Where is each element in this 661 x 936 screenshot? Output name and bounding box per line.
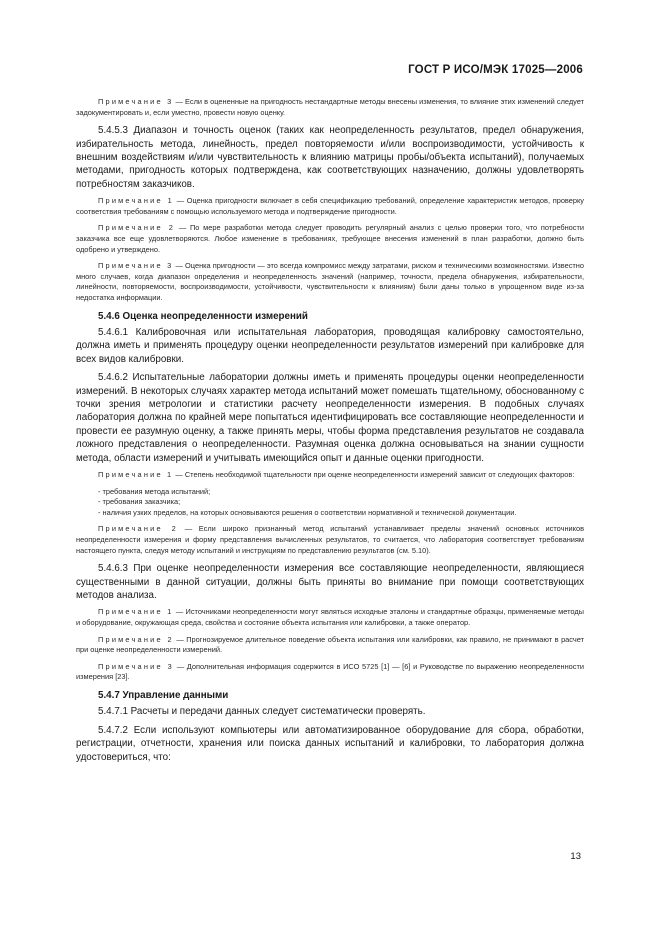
note-text: — Степень необходимой тщательности при оценке неопределенности измерений зависит от следующих факторов: (173, 470, 575, 480)
page-number: 13 (570, 851, 581, 862)
note-text: — Если в оцененные на пригодность нестандартные методы внесены изменения, то влияние этих изменений следует задокументировать и, если уместно, провести новую оценку. (76, 97, 584, 117)
note-label: Примечание 1 (98, 196, 174, 206)
note (76, 261, 584, 303)
note-label: Примечание 2 (98, 524, 178, 534)
note-text: — Оценка пригодности — это всегда компромисс между затратами, риском и техническими возможностями. Известно много случаев, когда диапазон определения и неопределенность значений (например, точности, предела обнаружения, избирательности, линейности, повторяемости, воспроизводимости, устойчивости, чувствительности к влияниям) были даны только в упрощенном виде из-за недостатка информации. (76, 261, 584, 302)
note-label: Примечание 3 (98, 661, 174, 671)
note-text: — Источниками неопределенности могут являться исходные эталоны и стандартные образцы, применяемые методы и оборудование, окружающая среда, свойства и состояние объекта испытания или калибровки, а также оператор. (76, 607, 584, 627)
note-label: Примечание 3 (98, 261, 174, 271)
note-label: Примечание 1 (98, 607, 174, 617)
document-header: ГОСТ Р ИСО/МЭК 17025—2006 (408, 64, 583, 76)
note-text: — По мере разработки метода следует проводить регулярный анализ с целью проверки того, что потребности заказчика все еще удовлетворяются. Любое изменение в требованиях, требующее внесения изменений в план разработки, должно быть одобрено и утверждено. (76, 223, 584, 254)
note-label: Примечание 1 (98, 470, 174, 480)
note-list (76, 487, 584, 519)
note-text: — Оценка пригодности включает в себя спецификацию требований, определение характеристик методов, проверку соответствия требованиям с помощью используемого метода и подтверждение пригодности. (76, 196, 584, 216)
paragraph: 5.4.7.1 Расчеты и передачи данных следует систематически проверять. (98, 706, 426, 718)
paragraph: 5.4.6.1 Калибровочная или испытательная лаборатория, проводящая калибровку самостоятельно, должна иметь и применять процедуру оценки неопределенности результатов измерений при калибровке для всех видов калибровки. (76, 326, 584, 365)
note (76, 196, 584, 217)
document-body (76, 97, 584, 769)
section-heading: 5.4.6 Оценка неопределенности измерений (98, 310, 308, 322)
note-text: — Прогнозируемое длительное поведение объекта испытания или калибровки, как правило, не принимают в расчет при оценке неопределенности измерений. (76, 634, 584, 655)
section-heading: 5.4.7 Управление данными (98, 689, 229, 701)
note-list-item: - требования заказчика; (98, 497, 181, 507)
note (76, 662, 584, 683)
note-label: Примечание 2 (98, 223, 176, 233)
note-text: — Дополнительная информация содержится в ИСО 5725 [1] — [6] и Руководстве по выражению неопределенности измерения [23]. (76, 661, 585, 682)
paragraph: 5.4.6.2 Испытательные лаборатории должны иметь и применять процедуры оценки неопределенности измерений. В некоторых случаях характер метода испытаний может помешать тщательному, обоснованному с точки зрения метрологии и статистики расчету неопределенности измерения. В подобных случаях лаборатория должна по крайней мере попытаться идентифицировать все составляющие неопределенности и провести ее разумную оценку, а также принять меры, чтобы форма представления результатов не создавала ложного представления о неопределенности. Разумная оценка должна основываться на знании сущности метода, области измерений и учитывать имеющийся опыт и данные оценки пригодности. (76, 372, 584, 464)
note-label: Примечание 2 (98, 634, 174, 644)
note-text: — Если широко признанный метод испытаний устанавливает пределы значений основных источников неопределенности измерения и форму представления вычисленных результатов, то считается, что лаборатория соответствует требованиям настоящего пункта, следуя методу испытаний и инструкциям по представлению результатов (см. 5.10). (76, 524, 585, 555)
paragraph: 5.4.7.2 Если используют компьютеры или автоматизированное оборудование для сбора, обработки, регистрации, отчетности, хранения или поиска данных испытаний и калибровки, то лаборатория должна удостовериться, что: (76, 724, 584, 763)
note (76, 97, 584, 118)
note (76, 607, 584, 628)
note-list-item: - наличия узких пределов, на которых основываются решения о соответствии нормативной и технической документации. (98, 507, 517, 517)
note (76, 223, 584, 255)
paragraph: 5.4.5.3 Диапазон и точность оценок (таких как неопределенность результатов, предел обнаружения, избирательность метода, линейность, предел повторяемости и/или воспроизводимости, устойчивость к внешним воздействиям и/или чувствительность к влиянию матрицы пробы/объекта испытаний), получаемых методами, пригодность которых подтверждена, как соответствующих назначению, должны удовлетворять потребностям заказчиков. (76, 125, 584, 190)
paragraph: 5.4.6.3 При оценке неопределенности измерения все составляющие неопределенности, являющиеся существенными в данной ситуации, должны быть приняты во внимание при помощи соответствующих методов анализа. (76, 563, 584, 601)
note (76, 524, 584, 556)
note (76, 470, 584, 481)
note (76, 635, 584, 656)
note-label: Примечание 3 (98, 97, 174, 106)
note-list-item: - требования метода испытаний; (98, 486, 211, 496)
